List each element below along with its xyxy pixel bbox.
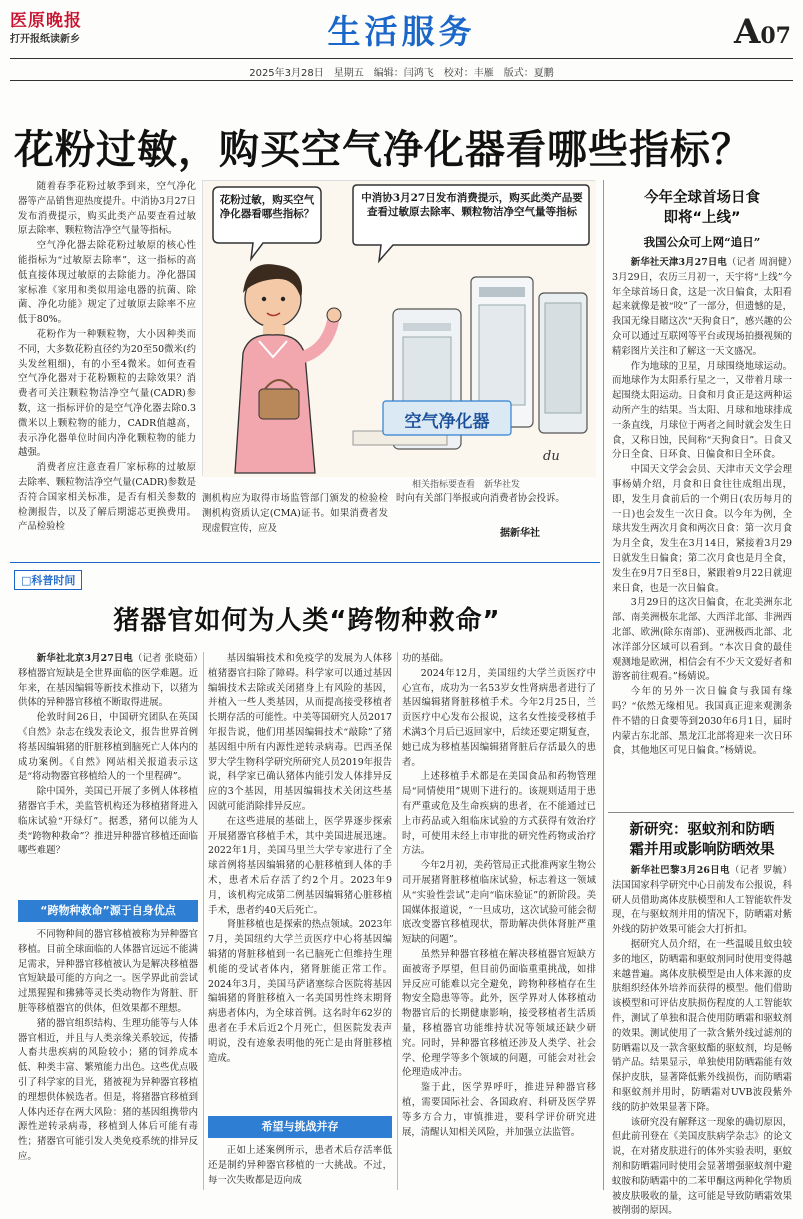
cartoon-signature: du	[543, 449, 560, 464]
science-headline: 猪器官如何为人类“跨物种救命”	[113, 606, 501, 636]
cartoon-caption: 相关指标要查看 新华社发	[412, 480, 521, 490]
science-col1-bottom	[18, 928, 198, 1190]
science-para: 上述移植手术都是在美国食品和药物管理局“同情使用”规则下进行的。该规则适用于患有严重或危及生命疾病的患者，在不能通过已上市药品或入组临床试验的方式获得有效治疗时，可使用未经上市审批的研究性药物或治疗方法。	[402, 771, 596, 857]
eclipse-subtitle: 我国公众可上网“追日”	[643, 235, 761, 249]
section-title: 生活服务	[327, 12, 476, 51]
science-banner-1: “跨物种救命”源于自身优点	[18, 900, 198, 922]
mosquito-lead: （记者 罗毓）法国国家科学研究中心日前发布公报说，科研人员借助离体皮肤模型和人工智能软件发现，在与驱蚊剂并用的情况下，防晒霜对紫外线的防护效果可能会大打折扣。	[612, 865, 793, 936]
cartoon-bubble-2: 中消协3月27日发布消费提示，购买此类产品要查看过敏原去除率、颗粒物洁净空气量等指标	[361, 192, 583, 218]
science-col2-bottom	[208, 1144, 392, 1190]
science-para: 正如上述案例所示，患者术后存活率低还是制约异种器官移植的一大挑战。不过，每一次失败都是迈向成	[208, 1145, 392, 1186]
science-lead: （记者 张晓茹）移植器官短缺是全世界面临的医学难题。近年来，在基因编辑等新技术推动下，以猪为供体的异种器官移植不断取得进展。	[18, 653, 198, 709]
eclipse-title-line1: 今年全球首场日食	[644, 190, 760, 206]
mosquito-title-line2: 霜并用或影响防晒效果	[629, 842, 775, 858]
cartoon-illustration	[202, 180, 595, 476]
science-para: 肾脏移植也是探索的热点领域。2023年7月，美国纽约大学兰贡医疗中心将基因编辑猪的肾脏移植到一名已脑死亡但维持生理机能的受试者体内，猪肾脏能正常工作。2024年3月，美国马萨诸塞综合医院将基因编辑猪的肾脏移植入一名美国男性终末期肾病患者体内，为全球首例。这名时年62岁的患者在手术后近2个月死亡，但医院发表声明说，没有迹象表明他的死亡是由肾脏移植造成。	[208, 919, 392, 1064]
eclipse-para: 作为地球的卫星，月球围绕地球运动。而地球作为太阳系行星之一，又带着月球一起围绕太阳运动。日食和月食正是这两种运动所产生的结果。当太阳、月球和地球排成一条直线，月球位于两者之间时就会发生日食，又称日蚀，民间称“天狗食日”。日食又分日全食、日环食、日偏食和日全环食。	[612, 360, 792, 461]
cartoon-bubble-1: 花粉过敏，购买空气净化器看哪些指标？	[219, 194, 315, 220]
newspaper-slogan: 打开报纸读新乡	[10, 34, 80, 45]
science-para: 猪的器官组织结构、生理功能等与人体器官相近，并且与人类亲缘关系较远，传播人畜共患疾病的风险较小；猪的饲养成本低、种类丰富、繁殖能力出色。这些优点吸引了科学家的目光，猪被视为异种器官移植的理想供体候选者。但是，将猪器官移植到人体内还存在两大风险：猪的基因组携带内源性逆转录病毒，移植到人体后可能有毒性；猪器官可能引发人类免疫系统的排异反应。	[18, 1017, 198, 1162]
page-letter: A	[733, 12, 761, 52]
page-number	[734, 12, 791, 52]
main-para: 测机构应为取得市场监管部门颁发的检验检测机构资质认定(CMA)证书。如果消费者发现虚假宣传，应及	[202, 493, 388, 534]
main-headline: 花粉过敏，购买空气净化器看哪些指标？	[14, 127, 752, 173]
main-source: 据新华社	[500, 528, 540, 539]
science-col1-top	[18, 652, 198, 888]
eclipse-lead: （记者 周润健）3月29日，农历三月初一，天宇将“上线”今年全球首场日食，这是一次日偏食，太阳看起来就像是被“咬”了一部分，但遗憾的是，我国无缘目睹这次“天狗食日”，感兴趣的公众可以通过互联网等平台或现场拍摄视频的精彩图片关注和了解这一天文盛况。	[612, 257, 792, 357]
science-para: 今年2月初，美药管局正式批准两家生物公司开展猪肾脏移植临床试验，标志着这一领域从“实验性尝试”走向“临床验证”的新阶段。美国媒体报道说，“一旦成功，这次试验可能会彻底改变器官移植现状，帮助解决供体肾脏严重短缺的问题”。	[402, 860, 596, 946]
main-para: 时向有关部门举报或向消费者协会投诉。	[396, 493, 565, 504]
eclipse-title-line2: 即将“上线”	[663, 210, 741, 226]
science-para: 不同物种间的器官移植被称为异种器官移植。目前全球面临的人体器官远远不能满足需求，异种器官移植被认为是解决移植器官短缺最可能的方向之一。医学界此前尝试过黑猩猩和狒狒等灵长类动物作为肾脏、肝脏等移植器官的供体，但效果都不理想。	[18, 929, 198, 1014]
newspaper-logo: 医原晚报	[10, 11, 82, 31]
mosquito-title-line1: 新研究：驱蚊剂和防晒	[629, 822, 775, 838]
eclipse-para: 3月29日的这次日偏食，在北美洲东北部、南美洲极东北部、大西洋北部、非洲西北部、欧洲(除东南部)、亚洲极西北部、北冰洋部分区域可以看到。“本次日食的最佳观测地是欧洲，相信会有不少天文爱好者和游客前往观看。”杨婧说。	[612, 597, 792, 683]
science-banner-2: 希望与挑战并存	[208, 1116, 392, 1138]
main-article-col3	[396, 492, 592, 522]
science-para: 在这些进展的基础上，医学界逐步探索开展猪器官移植手术，其中美国进展迅速。2022年1月，美国马里兰大学专家进行了全球首例将基因编辑猪的心脏移植到人体的手术，患者术后存活了约2个月。2023年9月，该机构完成第二例基因编辑猪心脏移植手术，患者约40天后死亡。	[208, 815, 392, 916]
mosquito-headline	[612, 820, 792, 860]
main-article-col1	[18, 180, 196, 540]
eclipse-body	[612, 256, 792, 808]
science-para: 虽然异种器官移植在解决移植器官短缺方面被寄予厚望，但目前仍面临重重挑战，如排异反应可能难以完全避免，跨物种移植存在生物安全隐患等等。此外，医学界对人体移植动物器官后的长期健康影响，接受移植者生活质量，移植器官功能维持状况等领域还缺少研究。同时，异种器官移植还涉及人类学、社会学、伦理学等多个领域的问题，可能会对社会伦理造成冲击。	[402, 948, 596, 1079]
science-tag: □科普时间	[14, 570, 82, 590]
dateline: 2025年3月28日 星期五 编辑：闫鸿飞 校对：丰雁 版式：夏鹏	[249, 68, 554, 79]
page-digits: 07	[760, 23, 791, 49]
mosquito-lead-bold: 新华社巴黎3月26日电	[630, 865, 730, 876]
mosquito-para: 据研究人员介绍，在一些温暖且蚊虫较多的地区，防晒霜和驱蚊剂同时使用变得越来越普遍。离体皮肤模型是由人体来源的皮肤组织经体外培养而获得的模型。他们借助该模型和可评估皮肤损伤程度的人工智能软件，测试了单独和混合使用防晒霜和驱蚊剂的效果。测试使用了一款含紫外线过滤剂的防晒霜以及一款含驱蚊酯的驱蚊剂，均是畅销产品。结果显示，单独使用防晒霜能有效保护皮肤，显著降低紫外线损伤，而防晒霜和驱蚊剂并用时，防晒霜对UVB波段紫外线的防护效果显著下降。	[612, 938, 792, 1113]
science-para: 功的基础。	[402, 653, 449, 664]
cartoon-device-label: 空气净化器	[404, 412, 490, 432]
mosquito-para: 该研究没有解释这一现象的确切原因，但此前刊登在《美国皮肤病学杂志》的论文说，在对猪皮肤进行的体外实验表明，驱蚊剂和防晒霜同时使用会显著增强驱蚊剂中避蚊胺和防晒霜中的二苯甲酮这两种化学物质被皮肤吸收的量，这可能是导致防晒霜效果被削弱的原因。	[612, 1116, 792, 1217]
eclipse-para: 今年的另外一次日偏食与我国有缘吗？“依然无缘相见。我国真正迎来观测条件不错的日食要等到2030年6月1日，届时内蒙古东北部、黑龙江北部将迎来一次日环食，其他地区可见日偏食。”杨婧说。	[612, 686, 792, 757]
main-para: 消费者应注意查看厂家标称的过敏原去除率、颗粒物洁净空气量(CADR)参数是否符合国家相关标准，是否有相关参数的检测报告，以及了解后期滤芯更换费用。产品检验检	[18, 462, 196, 533]
science-para: 基因编辑技术和免疫学的发展为人体移植猪器官扫除了障碍。科学家可以通过基因编辑技术去除或关闭猪身上有风险的基因，并植入一些人类基因，从而提高接受移植者长期存活的可能性。中美等国研究人员2017年报告说，他们用基因编辑技术“敲除”了猪基因组中所有内源性逆转录病毒。巴西圣保罗大学生物科学研究所研究人员2019年报告说，科学家已确认猪体内能引发人体排异反应的3个基因，用基因编辑技术关闭这些基因就可能消除排异反应。	[208, 653, 392, 812]
science-col2-top	[208, 652, 392, 1108]
main-para: 随着春季花粉过敏季到来，空气净化器等产品销售迎热度提升。中消协3月27日发布消费提示，购买此类产品要查看过敏原去除率、颗粒物洁净空气量等指标。	[18, 181, 196, 237]
science-para: 伦敦时间26日，中国研究团队在英国《自然》杂志在线发表论文，报告世界首例将基因编辑猪的肝脏移植到脑死亡人体内的成功案例。《自然》网站相关报道表示这是“将动物器官移植给人的一个里程碑”。	[18, 712, 198, 783]
cartoon-svg	[203, 181, 596, 477]
main-para: 花粉作为一种颗粒物，大小因种类而不同，大多数花粉直径约为20至50微米(约头发丝粗细)，有的小至4微米。如何查看空气净化器对于花粉颗粒的去除效果？消费者可关注颗粒物洁净空气量(CADR)参数，这一指标评价的是空气净化器去除0.3微米以上颗粒物的能力，CADR值越高，表示净化器单位时间内净化颗粒物的能力越强。	[18, 328, 196, 459]
science-col3	[402, 652, 596, 1190]
science-para: 鉴于此，医学界呼吁，推进异种器官移植，需要国际社会、各国政府、科研及医学界等多方合力，审慎推进，要科学评价研究进展，清醒认知相关风险，并加强立法监管。	[402, 1082, 596, 1138]
main-article-col2	[202, 492, 388, 540]
mosquito-body	[612, 864, 793, 1217]
eclipse-para: 中国天文学会会员、天津市天文学会理事杨婧介绍，月食和日食往往成组出现，即，发生月食前后的一个朔日(农历每月的一日)也会发生一次日食。以今年为例，全球共发生两次月食和两次日食：第一次月食为月全食，发生在3月14日，紧接着3月29日就发生日偏食；第二次月食也是月全食，发生在9月7日至8日，紧跟着9月22日就迎来日食，也是一次日偏食。	[612, 464, 792, 594]
science-lead-bold: 新华社北京3月27日电	[36, 653, 133, 664]
science-para: 2024年12月，美国纽约大学兰贡医疗中心宣布，成功为一名53岁女性肾病患者进行了基因编辑猪肾脏移植手术。今年2月25日，兰贡医疗中心发布公报说，这名女性接受移植手术满3个月后已返回家中，后续还要定期复查，她已成为移植基因编辑猪肾脏后存活最久的患者。	[402, 667, 596, 768]
main-para: 空气净化器去除花粉过敏原的核心性能指标为“过敏原去除率”，这一指标的高低直接体现过敏原的去除能力。净化器国家标准《家用和类似用途电器的抗菌、除菌、净化功能》规定了过敏原去除率不应低于80%。	[18, 240, 196, 326]
eclipse-headline	[612, 188, 792, 228]
eclipse-lead-bold: 新华社天津3月27日电	[630, 257, 727, 268]
science-para: 除中国外，美国已开展了多例人体移植猪器官手术，美监管机构还为移植猪肾进入临床试验“开绿灯”。据悉，猪何以能为人类“跨物种救命”？推进异种器官移植还面临哪些难题？	[18, 786, 198, 857]
